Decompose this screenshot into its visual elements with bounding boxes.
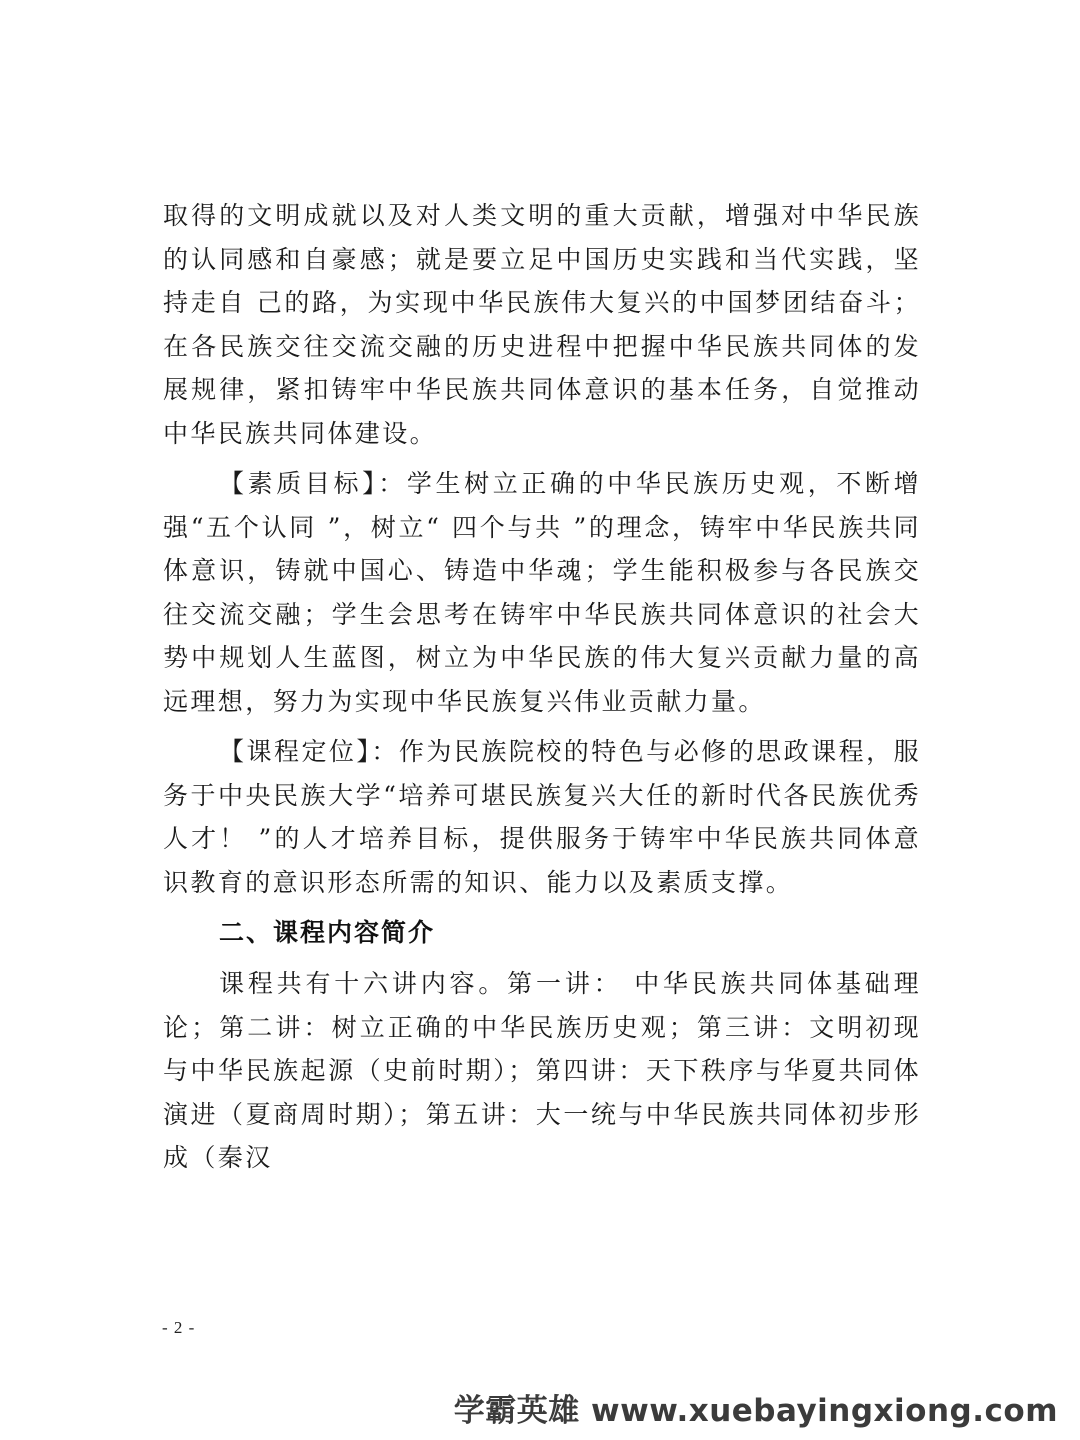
- paragraph-spacer: [163, 955, 921, 962]
- paragraph-continuation: 取得的文明成就以及对人类文明的重大贡献，增强对中华民族的认同感和自豪感；就是要立足中国历史实践和当代实践，坚持走自 己的路，为实现中华民族伟大复兴的中国梦团结奋斗；在各民族交往交流交融的历史进程中把握中华民族共同体的发展规律，紧扣铸牢中华民族共同体意识的基本任务，自觉推动中华民族共同体建设。: [163, 201, 921, 448]
- section-heading: 二、课程内容简介: [219, 918, 436, 947]
- paragraph-spacer: [163, 904, 921, 911]
- paragraph-course-positioning: 【课程定位】：作为民族院校的特色与必修的思政课程，服务于中央民族大学“培养可堪民族复兴大任的新时代各民族优秀人才！ ”的人才培养目标，提供服务于铸牢中华民族共同体意识教育的意识形态所需的知识、能力以及素质支撑。: [163, 737, 921, 897]
- page-number: - 2 -: [162, 1318, 196, 1337]
- paragraph-spacer: [163, 455, 921, 462]
- paragraph-course-content: 课程共有十六讲内容。第一讲： 中华民族共同体基础理论；第二讲：树立正确的中华民族历史观；第三讲：文明初现与中华民族起源（史前时期）；第四讲：天下秩序与华夏共同体演进（夏商周时期）；第五讲：大一统与中华民族共同体初步形成（秦汉: [163, 969, 921, 1172]
- paragraph-spacer: [163, 723, 921, 730]
- document-body: [163, 194, 921, 1180]
- paragraph-quality-goals: 【素质目标】：学生树立正确的中华民族历史观，不断增强“五个认同 ”，树立“ 四个与共 ”的理念，铸牢中华民族共同体意识，铸就中国心、铸造中华魂；学生能积极参与各民族交往交流交融；学生会思考在铸牢中华民族共同体意识的社会大势中规划人生蓝图，树立为中华民族的伟大复兴贡献力量的高远理想，努力为实现中华民族复兴伟业贡献力量。: [163, 469, 921, 716]
- watermark-text: 学霸英雄 www.xuebayingxiong.com: [453, 1393, 1058, 1429]
